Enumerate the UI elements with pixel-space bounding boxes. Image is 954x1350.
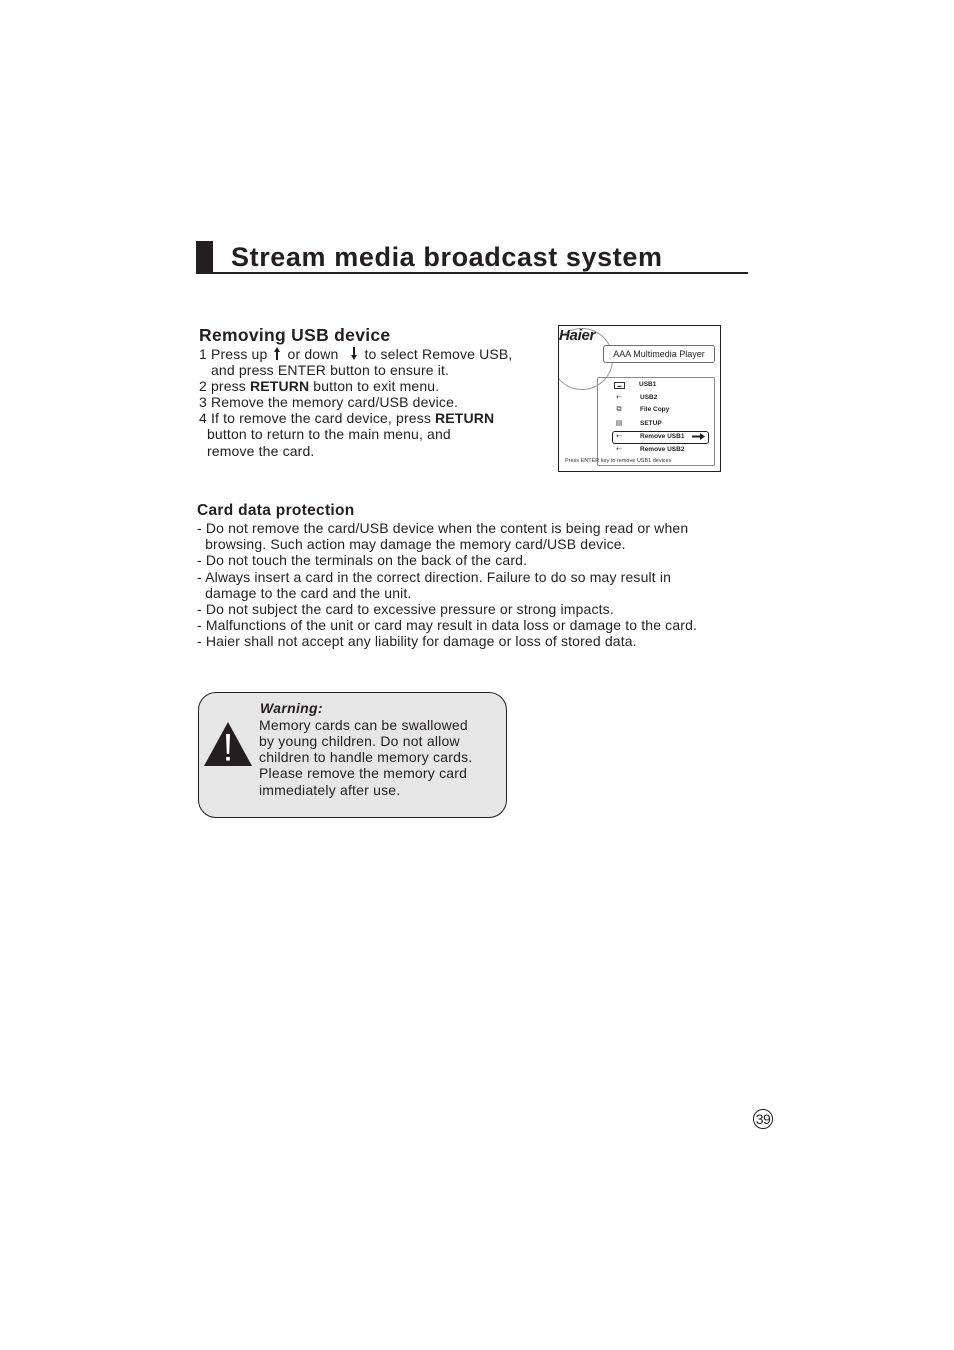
menu-item-remove-usb1[interactable]: Remove USB1 xyxy=(640,433,685,440)
usb-drive-icon: ▬ xyxy=(614,382,625,389)
warning-line-2: by young children. Do not allow xyxy=(259,733,460,749)
warning-icon xyxy=(203,720,253,768)
card-line-4: - Always insert a card in the correct direction. Failure to do so may result in xyxy=(197,569,672,585)
menu-screenshot xyxy=(558,325,721,472)
card-line-7: - Malfunctions of the unit or card may result in data loss or damage to the card. xyxy=(197,617,698,633)
card-line-8: - Haier shall not accept any liability for damage or loss of stored data. xyxy=(197,633,637,649)
header-bar xyxy=(196,241,213,274)
page-number: 39 xyxy=(753,1109,773,1129)
usb-step-1-cont: and press ENTER button to ensure it. xyxy=(211,362,450,378)
menu-item-setup[interactable]: SETUP xyxy=(640,420,662,427)
usb-section-title: Removing USB device xyxy=(199,325,391,345)
menu-item-usb1[interactable]: USB1 xyxy=(639,381,657,388)
step-text: 2 press xyxy=(199,378,246,394)
arrow-down-icon xyxy=(350,346,358,361)
warning-title: Warning: xyxy=(260,700,323,716)
step-text: button to exit menu. xyxy=(313,378,440,394)
usb-step-4-cont2: remove the card. xyxy=(207,443,315,459)
step-text: or down xyxy=(287,346,339,362)
arrow-right-icon xyxy=(692,433,705,440)
arrow-up-icon xyxy=(273,346,281,361)
return-key-label: RETURN xyxy=(435,410,495,426)
step-text: to select Remove USB, xyxy=(364,346,513,362)
warning-line-4: Please remove the memory card xyxy=(259,765,468,781)
usb-step-3: 3 Remove the memory card/USB device. xyxy=(199,394,459,410)
usb-icon: ⇠ xyxy=(616,433,622,440)
step-text: 4 If to remove the card device, press xyxy=(199,410,431,426)
usb-step-2 xyxy=(199,378,439,394)
player-label: AAA Multimedia Player xyxy=(603,345,715,363)
header-rule xyxy=(196,272,748,274)
step-text: 1 Press up xyxy=(199,346,268,362)
menu-item-remove-usb2[interactable]: Remove USB2 xyxy=(640,446,685,453)
haier-logo: Haier xyxy=(559,327,596,344)
menu-item-usb2[interactable]: USB2 xyxy=(640,394,658,401)
card-line-2: browsing. Such action may damage the memory card/USB device. xyxy=(197,536,626,552)
usb-icon: ⇠ xyxy=(616,446,622,453)
file-copy-icon: ⧉ xyxy=(616,406,622,413)
card-line-1: - Do not remove the card/USB device when the content is being read or when xyxy=(197,520,689,536)
warning-line-3: children to handle memory cards. xyxy=(259,749,473,765)
screen-footnote: Press ENTER key to remove USB1 devices xyxy=(565,458,672,464)
usb-step-1 xyxy=(199,346,512,362)
menu-item-file-copy[interactable]: File Copy xyxy=(640,406,670,413)
card-line-5: damage to the card and the unit. xyxy=(197,585,412,601)
card-section-title: Card data protection xyxy=(197,502,355,519)
usb-step-4-cont: button to return to the main menu, and xyxy=(207,426,451,442)
setup-icon: ▤ xyxy=(615,420,623,427)
page-title: Stream media broadcast system xyxy=(231,242,663,272)
return-key-label: RETURN xyxy=(250,378,310,394)
card-line-3: - Do not touch the terminals on the back of the card. xyxy=(197,552,528,568)
warning-line-5: immediately after use. xyxy=(259,782,401,798)
usb-icon: ⇠ xyxy=(616,394,622,401)
usb-step-4 xyxy=(199,410,494,426)
warning-line-1: Memory cards can be swallowed xyxy=(259,717,468,733)
card-line-6: - Do not subject the card to excessive pressure or strong impacts. xyxy=(197,601,614,617)
